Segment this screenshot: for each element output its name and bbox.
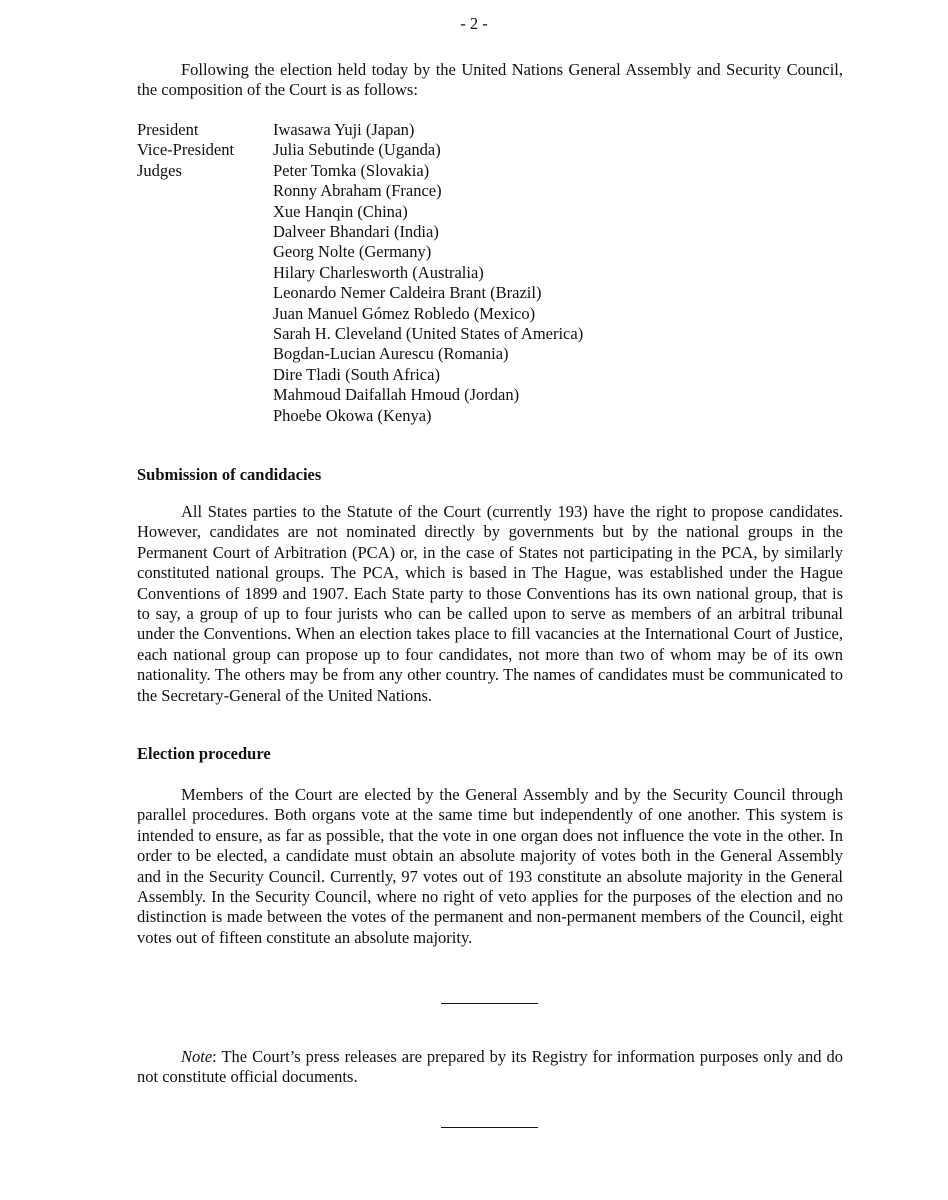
member-name: Bogdan-Lucian Aurescu (Romania)	[273, 344, 509, 364]
election-heading: Election procedure	[137, 744, 271, 763]
note-paragraph	[137, 1047, 843, 1088]
member-name: Dire Tladi (South Africa)	[273, 364, 440, 384]
note-label: Note	[181, 1047, 213, 1066]
member-name: Peter Tomka (Slovakia)	[273, 160, 430, 180]
note-text: : The Court’s press releases are prepared by its Registry for information purposes only and do not constitute official documents.	[137, 1047, 843, 1087]
member-name: Dalveer Bhandari (India)	[273, 222, 439, 242]
role-judges: Judges	[137, 160, 182, 180]
end-rule	[441, 1127, 538, 1128]
member-name: Julia Sebutinde (Uganda)	[273, 140, 441, 160]
submission-heading-block	[137, 465, 843, 485]
note-section	[137, 1047, 843, 1088]
submission-section	[137, 502, 843, 706]
member-name: Iwasawa Yuji (Japan)	[273, 120, 415, 139]
separator-rule	[441, 1003, 538, 1004]
member-name: Sarah H. Cleveland (United States of America)	[273, 324, 584, 344]
member-name: Ronny Abraham (France)	[273, 181, 442, 201]
submission-heading: Submission of candidacies	[137, 465, 322, 484]
election-paragraph: Members of the Court are elected by the General Assembly and by the Security Council through parallel procedures. Both organs vote at the same time but independently of one another. This system is intended to ensure, as far as possible, that the vote in one organ does not influence the vote in the other. In order to be elected, a candidate must obtain an absolute majority of votes both in the General Assembly and in the Security Council. Currently, 97 votes out of 193 constitute an absolute majority in the General Assembly. In the Security Council, where no right of veto applies for the purposes of the election and no distinction is made between the votes of the permanent and non-permanent members of the Council, eight votes out of fifteen constitute an absolute majority.	[137, 785, 843, 947]
member-name: Leonardo Nemer Caldeira Brant (Brazil)	[273, 283, 542, 303]
member-name: Phoebe Okowa (Kenya)	[273, 405, 432, 425]
role-vice-president: Vice-President	[137, 140, 235, 160]
intro-section	[137, 60, 843, 101]
election-section	[137, 785, 843, 948]
member-name: Xue Hanqin (China)	[273, 201, 408, 221]
court-composition	[137, 120, 843, 426]
member-name: Georg Nolte (Germany)	[273, 242, 432, 262]
member-column	[273, 120, 843, 426]
role-column	[137, 120, 273, 426]
election-heading-block	[137, 744, 843, 764]
member-name: Juan Manuel Gómez Robledo (Mexico)	[273, 303, 536, 323]
member-name: Mahmoud Daifallah Hmoud (Jordan)	[273, 385, 520, 405]
member-name: Hilary Charlesworth (Australia)	[273, 262, 484, 282]
submission-paragraph: All States parties to the Statute of the Court (currently 193) have the right to propose candidates. However, candidates are not nominated directly by governments but by the national groups in the Permanent Court of Arbitration (PCA) or, in the case of States not participating in the PCA, by similarly constituted national groups. The PCA, which is based in The Hague, was established under the Hague Conventions of 1899 and 1907. Each State party to those Conventions has its own national group, that is to say, a group of up to four jurists who can be called upon to serve as members of an arbitral tribunal under the Conventions. When an election takes place to fill vacancies at the International Court of Justice, each national group can propose up to four candidates, not more than two of whom may be of its own nationality. The others may be from any other country. The names of candidates must be communicated to the Secretary-General of the United Nations.	[137, 502, 843, 705]
intro-paragraph: Following the election held today by the United Nations General Assembly and Security Council, the composition of the Court is as follows:	[137, 60, 843, 100]
role-president: President	[137, 120, 199, 139]
page-number: - 2 -	[460, 14, 488, 33]
